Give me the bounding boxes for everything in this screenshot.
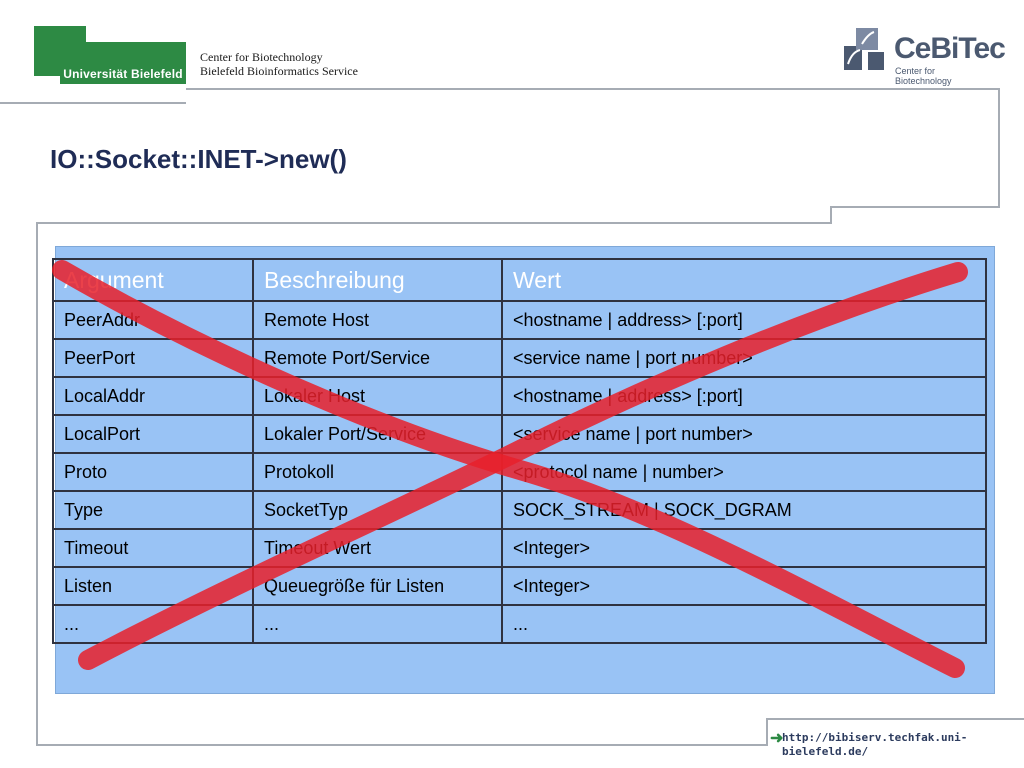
cell-argument: PeerPort <box>53 339 253 377</box>
cebitec-leaf-icon <box>842 24 890 74</box>
cebitec-logo <box>842 20 1005 86</box>
university-logo-text: Universität Bielefeld <box>63 67 183 81</box>
cebitec-subtitle: Center for Biotechnology <box>895 66 952 86</box>
cell-description: Lokaler Port/Service <box>253 415 502 453</box>
cell-description: Timeout Wert <box>253 529 502 567</box>
cell-argument: ... <box>53 605 253 643</box>
cebitec-name: CeBiTec <box>894 32 1005 65</box>
frame-line-right-upper <box>998 88 1000 208</box>
header-wert: Wert <box>502 259 986 301</box>
right-arrow-icon: ➜ <box>770 730 784 747</box>
table-row <box>53 415 986 453</box>
frame-line-mid <box>830 206 1000 208</box>
table-row <box>53 453 986 491</box>
cell-description: Protokoll <box>253 453 502 491</box>
table-header-row <box>53 259 986 301</box>
frame-line-top-left <box>0 102 186 104</box>
table-row <box>53 491 986 529</box>
cell-description: Remote Host <box>253 301 502 339</box>
cell-value: <hostname | address> [:port] <box>502 301 986 339</box>
table-row <box>53 605 986 643</box>
footer-url[interactable]: http://bibiserv.techfak.uni-bielefeld.de/ <box>782 731 968 758</box>
cell-value: <protocol name | number> <box>502 453 986 491</box>
cell-description: SocketTyp <box>253 491 502 529</box>
arguments-table <box>52 258 987 644</box>
cell-value: SOCK_STREAM | SOCK_DGRAM <box>502 491 986 529</box>
cell-argument: PeerAddr <box>53 301 253 339</box>
table-row <box>53 301 986 339</box>
frame-line-content-top <box>36 222 832 224</box>
cell-argument: Proto <box>53 453 253 491</box>
cell-description: ... <box>253 605 502 643</box>
header-beschreibung: Beschreibung <box>253 259 502 301</box>
cell-argument: Type <box>53 491 253 529</box>
cell-argument: Listen <box>53 567 253 605</box>
frame-line-bottom <box>36 744 766 746</box>
cell-value: <hostname | address> [:port] <box>502 377 986 415</box>
cell-value: <Integer> <box>502 567 986 605</box>
cell-argument: Timeout <box>53 529 253 567</box>
center-info <box>200 50 358 78</box>
frame-line-bottom-right <box>766 718 768 746</box>
table-row <box>53 377 986 415</box>
cell-description: Lokaler Host <box>253 377 502 415</box>
table-row <box>53 339 986 377</box>
frame-line-top <box>186 88 1000 90</box>
cell-argument: LocalPort <box>53 415 253 453</box>
center-line-2: Bielefeld Bioinformatics Service <box>200 64 358 78</box>
frame-line-left <box>36 222 38 746</box>
table-row <box>53 529 986 567</box>
cell-value: <service name | port number> <box>502 339 986 377</box>
cell-value: ... <box>502 605 986 643</box>
table-row <box>53 567 986 605</box>
cell-description: Remote Port/Service <box>253 339 502 377</box>
cell-value: <Integer> <box>502 529 986 567</box>
cell-value: <service name | port number> <box>502 415 986 453</box>
cell-description: Queuegröße für Listen <box>253 567 502 605</box>
frame-line-footer-top <box>766 718 1024 720</box>
cell-argument: LocalAddr <box>53 377 253 415</box>
center-line-1: Center for Biotechnology <box>200 50 323 64</box>
slide-title: IO::Socket::INET->new() <box>50 144 347 174</box>
header-argument: Argument <box>53 259 253 301</box>
